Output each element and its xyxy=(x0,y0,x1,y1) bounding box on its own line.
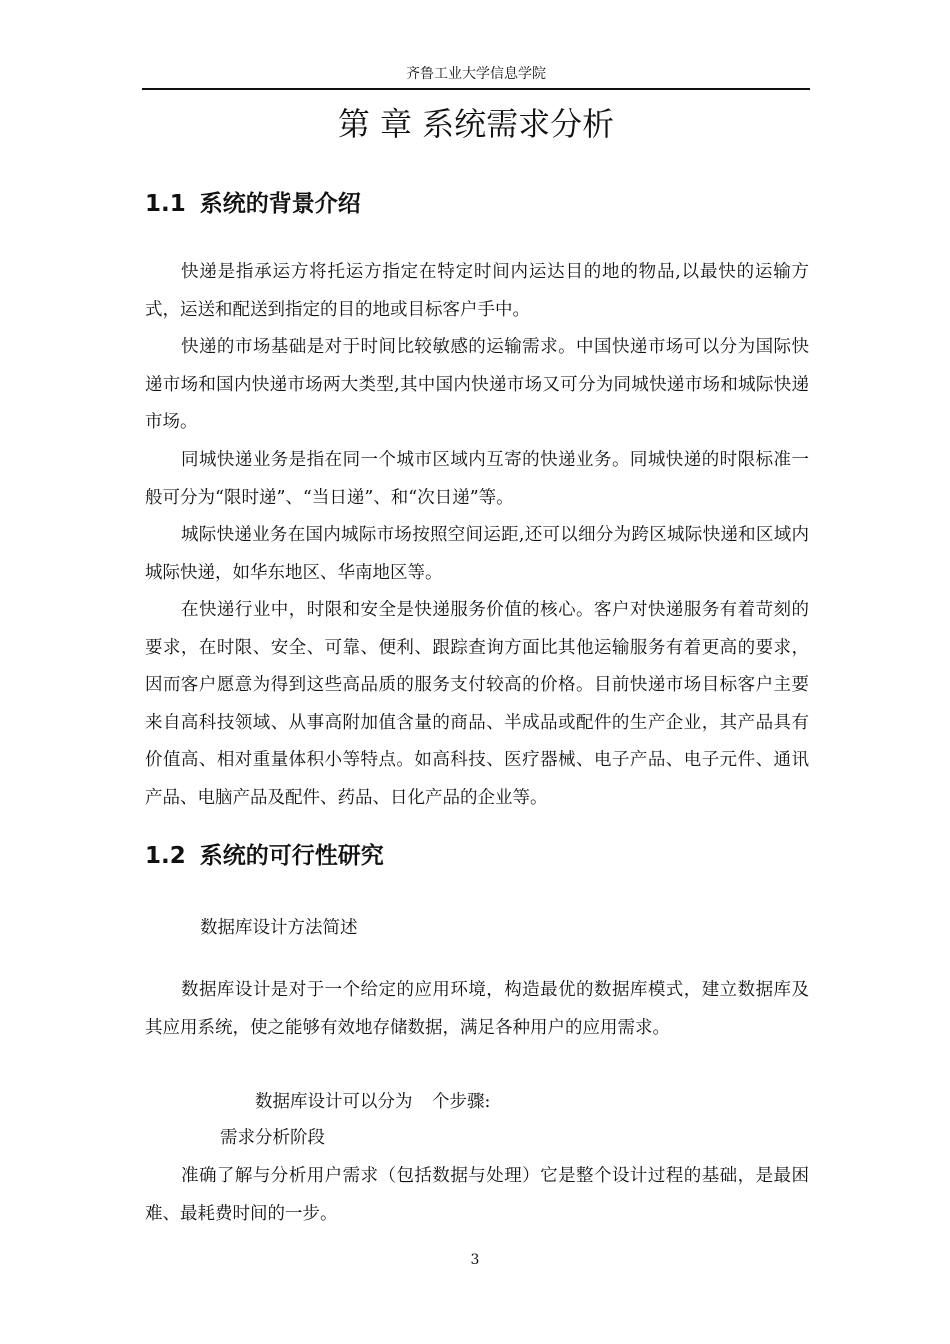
subheading: 数据库设计方法简述 xyxy=(200,918,358,938)
section-title: 系统的可行性研究 xyxy=(199,843,384,869)
paragraph: 准确了解与分析用户需求（包括数据与处理）它是整个设计过程的基础，是最困难、最耗费时间的一步。 xyxy=(145,1166,809,1224)
paragraph: 快递是指承运方将托运方指定在特定时间内运达目的地的物品,以最快的运输方式，运送和配送到指定的目的地或目标客户手中。 xyxy=(145,262,809,320)
page-number: 3 xyxy=(470,1252,480,1268)
stage-heading: 需求分析阶段 xyxy=(220,1128,325,1148)
chapter-title: 第 章 系统需求分析 xyxy=(337,105,615,143)
section-number: 1.2 xyxy=(145,843,186,869)
paragraph: 同城快递业务是指在同一个城市区域内互寄的快递业务。同城快递的时限标准一般可分为“限时递”、“当日递”、和“次日递”等。 xyxy=(145,450,809,508)
page-header: 齐鲁工业大学信息学院 xyxy=(406,66,546,82)
paragraph: 数据库设计是对于一个给定的应用环境，构造最优的数据库模式，建立数据库及其应用系统，使之能够有效地存储数据，满足各种用户的应用需求。 xyxy=(145,980,809,1038)
section-heading-2 xyxy=(145,840,384,872)
section-heading-1 xyxy=(145,188,361,220)
section-number: 1.1 xyxy=(145,191,186,217)
header-rule xyxy=(142,88,810,90)
paragraph: 在快递行业中，时限和安全是快递服务价值的核心。客户对快递服务有着苛刻的要求，在时限、安全、可靠、便利、跟踪查询方面比其他运输服务有着更高的要求，因而客户愿意为得到这些高品质的服务支付较高的价格。目前快递市场目标客户主要来自高科技领域、从事高附加值含量的商品、半成品或配件的生产企业，其产品具有价值高、相对重量体积小等特点。如高科技、医疗器械、电子产品、电子元件、通讯产品、电脑产品及配件、药品、日化产品的企业等。 xyxy=(145,600,809,808)
steps-line: 数据库设计可以分为 个步骤: xyxy=(255,1092,491,1112)
section-title: 系统的背景介绍 xyxy=(199,191,361,217)
paragraph: 城际快递业务在国内城际市场按照空间运距,还可以细分为跨区城际快递和区域内城际快递，如华东地区、华南地区等。 xyxy=(145,525,809,583)
paragraph: 快递的市场基础是对于时间比较敏感的运输需求。中国快递市场可以分为国际快递市场和国内快递市场两大类型,其中国内快递市场又可分为同城快递市场和城际快递市场。 xyxy=(145,337,809,432)
